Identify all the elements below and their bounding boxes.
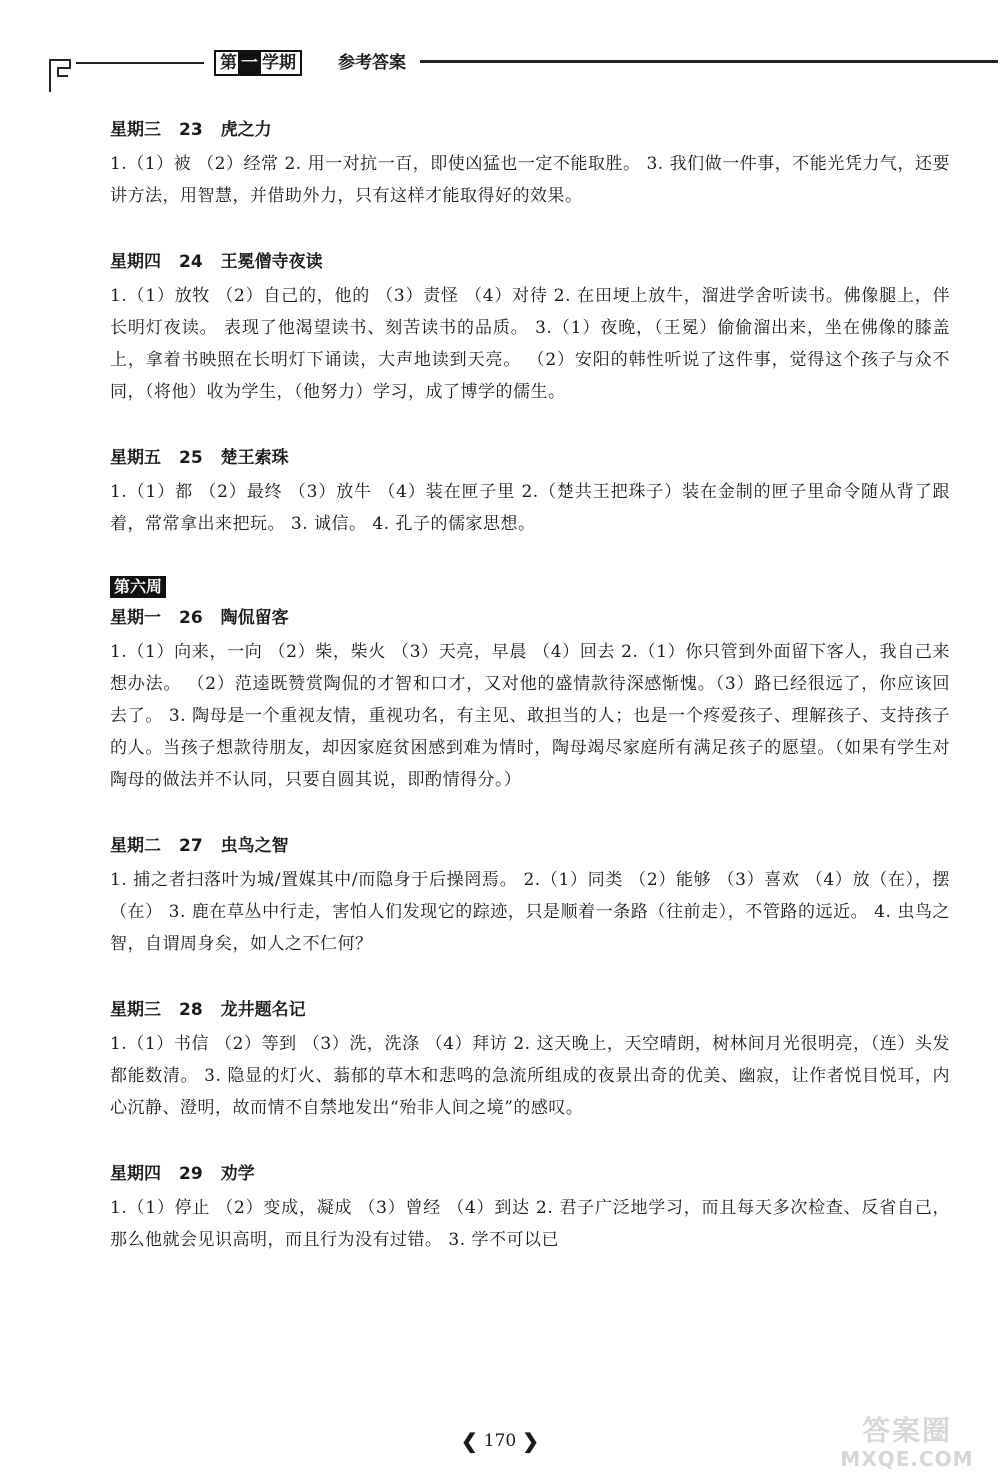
section-day: 星期四 xyxy=(110,1164,161,1184)
section-name: 劝学 xyxy=(220,1164,255,1184)
section-day: 星期二 xyxy=(110,836,161,856)
section-number: 24 xyxy=(179,252,203,272)
section-day: 星期三 xyxy=(110,120,161,140)
corner-ornament-icon xyxy=(48,54,72,94)
section-heading xyxy=(110,832,950,860)
section-name: 虫鸟之智 xyxy=(220,836,289,856)
section-name: 王冕僧寺夜读 xyxy=(220,252,323,272)
section-answer-text: 1.（1）停止 （2）变成，凝成 （3）曾经 （4）到达 2. 君子广泛地学习，而且每天多次检查、反省自己，那么他就会见识高明，而且行为没有过错。 3. 学不可以已 xyxy=(110,1198,950,1250)
section-heading xyxy=(110,248,950,276)
section-number: 26 xyxy=(179,608,203,628)
section-answer-text: 1. 捕之者扫落叶为城/置媒其中/而隐身于后操罔焉。 2.（1）同类 （2）能够 （3）喜欢 （4）放（在），摆（在） 3. 鹿在草丛中行走，害怕人们发现它的踪迹，只是顺着一条路（往前走），不管路的远近。 4. 虫鸟之智，自谓周身矣，如人之不仁何？ xyxy=(110,870,950,954)
section-number: 29 xyxy=(179,1164,203,1184)
answer-section xyxy=(110,444,950,540)
semester-badge xyxy=(208,50,308,76)
section-name: 陶侃留客 xyxy=(220,608,289,628)
section-number: 27 xyxy=(179,836,203,856)
section-answer-text: 1.（1）被 （2）经常 2. 用一对抗一百，即使凶猛也一定不能取胜。 3. 我们做一件事，不能光凭力气，还要讲方法，用智慧，并借助外力，只有这样才能取得好的效果。 xyxy=(110,154,950,206)
badge-suffix: 学期 xyxy=(262,53,296,73)
answer-section xyxy=(110,832,950,960)
chevron-left-icon: ❮ xyxy=(461,1429,478,1453)
header-rule-right xyxy=(420,60,998,63)
section-day: 星期一 xyxy=(110,608,161,628)
section-heading xyxy=(110,604,950,632)
section-heading xyxy=(110,1160,950,1188)
week-label: 第六周 xyxy=(110,576,166,598)
answer-section xyxy=(110,996,950,1124)
page-header xyxy=(48,42,968,102)
answer-content xyxy=(110,116,950,1292)
section-answer-text: 1.（1）向来，一向 （2）柴，柴火 （3）天亮，早晨 （4）回去 2.（1）你只管到外面留下客人，我自己来想办法。 （2）范逵既赞赏陶侃的才智和口才，又对他的盛情款待深感惭愧。（3）路已经很远了，你应该回去了。 3. 陶母是一个重视友情，重视功名，有主见、敢担当的人；也是一个疼爱孩子、理解孩子、支持孩子的人。当孩子想款待朋友，却因家庭贫困感到难为情时，陶母竭尽家庭所有满足孩子的愿望。（如果有学生对陶母的做法并不认同，只要自圆其说，即酌情得分。） xyxy=(110,642,950,790)
section-name: 虎之力 xyxy=(220,120,272,140)
chevron-right-icon: ❯ xyxy=(522,1429,539,1453)
section-name: 楚王索珠 xyxy=(220,448,289,468)
section-number: 28 xyxy=(179,1000,203,1020)
watermark-logo xyxy=(832,1414,982,1474)
section-number: 25 xyxy=(179,448,203,468)
section-day: 星期四 xyxy=(110,252,161,272)
section-answer-text: 1.（1）放牧 （2）自己的，他的 （3）责怪 （4）对待 2. 在田埂上放牛，溜进学舍听读书。佛像腿上，伴长明灯夜读。 表现了他渴望读书、刻苦读书的品质。 3.（1）夜晚，（王冕）偷偷溜出来，坐在佛像的膝盖上，拿着书映照在长明灯下诵读，大声地读到天亮。 （2）安阳的韩性听说了这件事，觉得这个孩子与众不同，（将他）收为学生，（他努力）学习，成了博学的儒生。 xyxy=(110,286,950,402)
section-heading xyxy=(110,444,950,472)
answer-section xyxy=(110,248,950,408)
section-day: 星期五 xyxy=(110,448,161,468)
answer-section xyxy=(110,1160,950,1256)
section-answer-text: 1.（1）都 （2）最终 （3）放牛 （4）装在匣子里 2.（楚共王把珠子）装在金制的匣子里命令随从背了跟着，常常拿出来把玩。 3. 诚信。 4. 孔子的儒家思想。 xyxy=(110,482,950,534)
section-heading xyxy=(110,116,950,144)
header-rule-left xyxy=(76,62,204,64)
answer-section xyxy=(110,116,950,212)
badge-prefix: 第 xyxy=(220,53,237,73)
watermark-line1: 答案圈 xyxy=(861,1414,952,1447)
section-number: 23 xyxy=(179,120,203,140)
section-day: 星期三 xyxy=(110,1000,161,1020)
badge-mid: 一 xyxy=(238,52,261,74)
header-title: 参考答案 xyxy=(338,53,406,73)
section-name: 龙井题名记 xyxy=(220,1000,306,1020)
watermark-line2: MXQE.COM xyxy=(840,1447,974,1471)
answer-section xyxy=(110,604,950,796)
section-heading xyxy=(110,996,950,1024)
page-number: 170 xyxy=(483,1431,517,1451)
section-answer-text: 1.（1）书信 （2）等到 （3）洗，洗涤 （4）拜访 2. 这天晚上，天空晴朗，树林间月光很明亮，（连）头发都能数清。 3. 隐显的灯火、蓊郁的草木和悲鸣的急流所组成的夜景出奇的优美、幽寂，让作者悦目悦耳，内心沉静、澄明，故而情不自禁地发出“殆非人间之境”的感叹。 xyxy=(110,1034,950,1118)
